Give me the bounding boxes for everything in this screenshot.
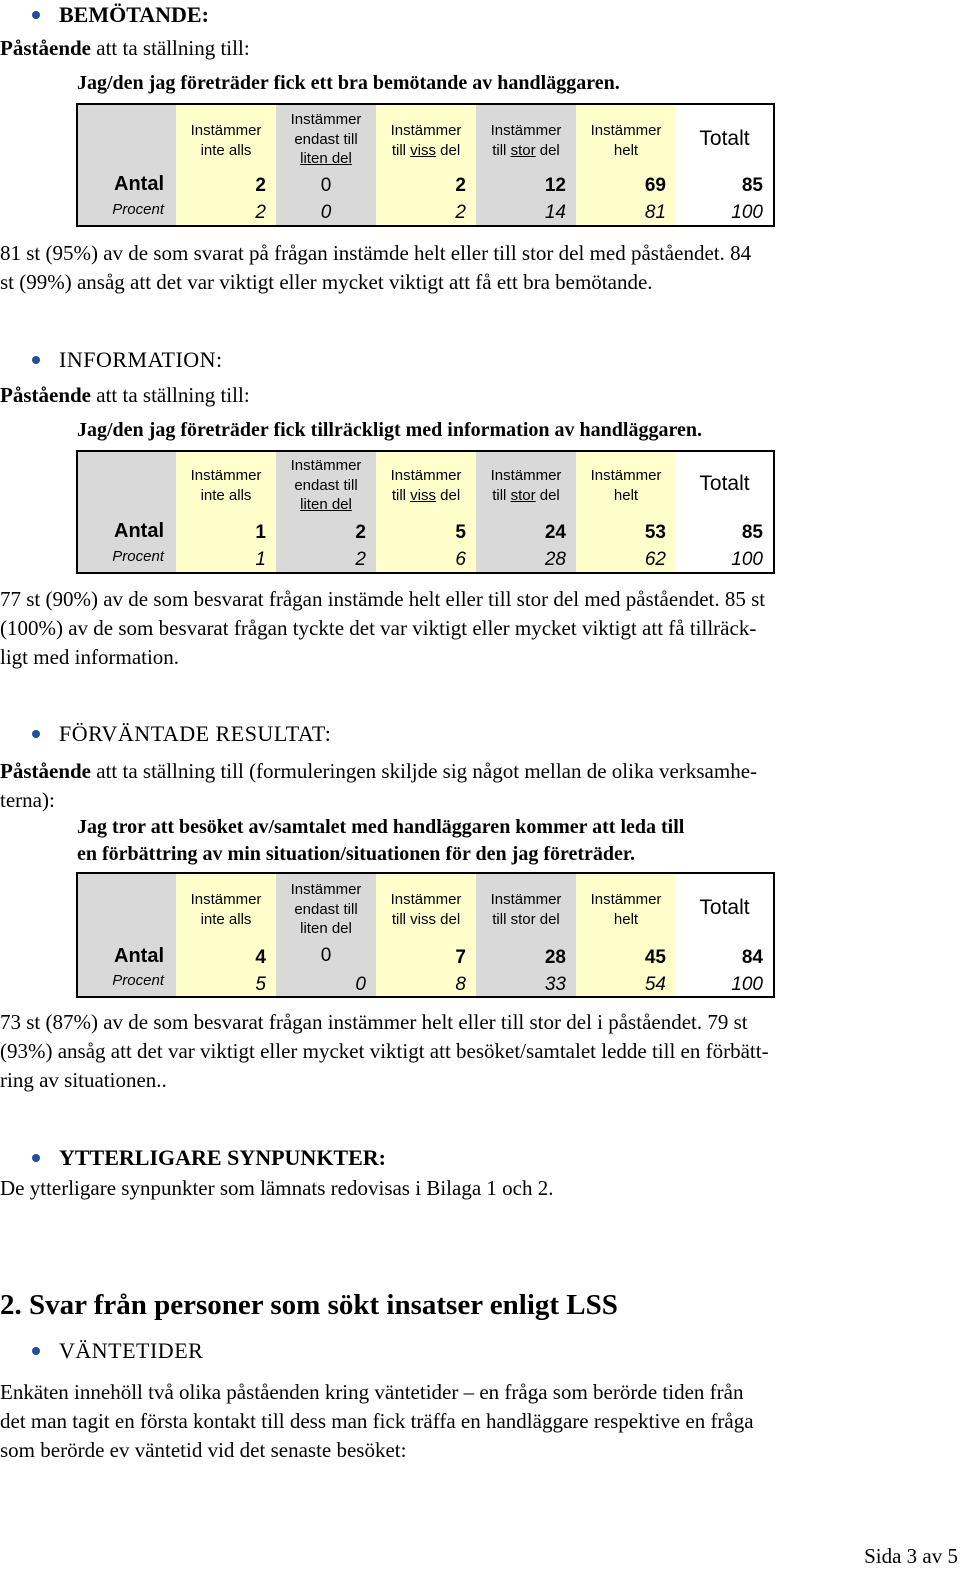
statement-line: Påstående att ta ställning till: [0,36,250,60]
procent-cell: 1 [255,549,266,570]
section-heading-forvantade-resultat: FÖRVÄNTADE RESULTAT: [32,721,331,747]
col-stor-del [476,874,576,996]
col-viss-del [376,452,476,572]
procent-cell: 81 [644,202,666,223]
antal-total-cell: 85 [741,522,763,543]
procent-cell: 2 [455,202,466,223]
section-heading-bemotande: BEMÖTANDE: [32,2,209,28]
col-header: Instämmer endast till liten del [290,111,362,167]
col-viss-del [376,105,476,225]
antal-total-cell: 84 [741,947,763,968]
row-label-procent: Procent [112,201,164,218]
col-liten-del [276,874,376,996]
col-inte-alls [176,874,276,996]
col-helt [576,874,676,996]
row-label-antal: Antal [114,173,164,195]
col-header: Instämmer helt [590,891,662,928]
result-paragraph: 77 st (90%) av de som besvarat frågan instämde helt eller till stor del med påståendet. 85 st (100%) av de som besvarat frågan tyckte det var viktigt eller mycket viktigt att få tillräck- ligt med information. [0,587,766,669]
antal-cell: 28 [544,947,566,968]
procent-cell: 6 [455,549,466,570]
col-viss-del [376,874,476,996]
bullet-icon [32,1154,40,1162]
statement-quote: Jag tror att besöket av/samtalet med handläggaren kommer att leda till en förbättring av min situation/situationen för den jag företräder. [77,816,685,865]
results-table-bemotande [76,103,775,227]
procent-total-cell: 100 [731,974,763,995]
procent-total-cell: 100 [731,549,763,570]
col-helt [576,105,676,225]
antal-cell: 2 [355,522,366,543]
vantetider-paragraph: Enkäten innehöll två olika påståenden kring väntetider – en fråga som berörde tiden från det man tagit en första kontakt till dess man fick träffa en handläggare respektive en fråga som berörde ev väntetid vid det senaste besöket: [0,1380,754,1462]
procent-cell: 33 [544,974,566,995]
antal-cell: 45 [644,947,666,968]
row-label-procent: Procent [112,972,164,989]
bullet-icon [32,1347,40,1355]
procent-cell: 54 [644,974,666,995]
col-inte-alls [176,105,276,225]
procent-cell: 0 [320,202,332,223]
col-stor-del [476,452,576,572]
col-header: Instämmer helt [590,467,662,504]
col-totalt [676,452,773,572]
col-header: Instämmer till stor del [490,891,562,928]
antal-cell: 4 [255,947,266,968]
col-inte-alls [176,452,276,572]
antal-cell: 12 [544,175,566,196]
row-label-antal: Antal [114,520,164,542]
antal-cell: 0 [320,945,332,966]
col-header: Instämmer till stor del [490,122,562,159]
synpunkter-text: De ytterligare synpunkter som lämnats redovisas i Bilaga 1 och 2. [0,1176,554,1200]
col-header: Instämmer inte alls [190,891,262,928]
antal-cell: 2 [455,175,466,196]
result-paragraph: 73 st (87%) av de som besvarat frågan instämmer helt eller till stor del i påståendet. 79 st (93%) ansåg att det var viktigt eller mycket viktigt att besöket/samtalet ledde till en förbätt- ring av situationen.. [0,1010,769,1092]
result-paragraph: 81 st (95%) av de som svarat på frågan instämde helt eller till stor del med påståendet. 84 st (99%) ansåg att det var viktigt eller mycket viktigt att få ett bra bemötande. [0,241,752,294]
antal-cell: 69 [644,175,666,196]
chapter-title: 2. Svar från personer som sökt insatser enligt LSS [0,1289,618,1321]
col-header-totalt: Totalt [699,896,750,919]
bullet-icon [32,11,40,19]
procent-cell: 62 [644,549,666,570]
col-header: Instämmer till viss del [390,122,462,159]
procent-cell: 14 [544,202,566,223]
procent-cell: 2 [355,549,366,570]
col-header: Instämmer inte alls [190,467,262,504]
col-header: Instämmer inte alls [190,122,262,159]
procent-cell: 8 [455,974,466,995]
col-header-totalt: Totalt [699,127,750,150]
page-number: Sida 3 av 5 [864,1544,958,1568]
section-heading-vantetider: VÄNTETIDER [32,1338,203,1364]
antal-cell: 1 [255,522,266,543]
col-stor-del [476,105,576,225]
col-liten-del [276,452,376,572]
col-header: Instämmer till viss del [390,891,462,928]
bullet-icon [32,356,40,364]
col-liten-del [276,105,376,225]
procent-cell: 0 [355,974,366,995]
antal-cell: 7 [455,947,466,968]
section-heading-ytterligare-synpunkter: YTTERLIGARE SYNPUNKTER: [32,1145,386,1171]
antal-total-cell: 85 [741,175,763,196]
section-heading-information: INFORMATION: [32,347,223,373]
col-helt [576,452,676,572]
statement-quote: Jag/den jag företräder fick tillräckligt med information av handläggaren. [77,419,702,441]
col-totalt [676,105,773,225]
col-header: Instämmer till viss del [390,467,462,504]
col-header: Instämmer helt [590,122,662,159]
procent-cell: 2 [255,202,266,223]
row-label-antal: Antal [114,945,164,967]
col-header: Instämmer endast till liten del [290,457,362,513]
antal-cell: 53 [644,522,666,543]
bullet-icon [32,730,40,738]
statement-line: Påstående att ta ställning till: [0,383,250,407]
results-table-information [76,450,775,574]
statement-quote: Jag/den jag företräder fick ett bra bemötande av handläggaren. [77,72,620,94]
col-totalt [676,874,773,996]
procent-cell: 5 [255,974,266,995]
results-table-forvantade-resultat [76,872,775,998]
procent-cell: 28 [544,549,566,570]
col-header: Instämmer till stor del [490,467,562,504]
row-label-procent: Procent [112,548,164,565]
col-header-totalt: Totalt [699,472,750,495]
procent-total-cell: 100 [731,202,763,223]
antal-cell: 0 [320,175,332,196]
antal-cell: 5 [455,522,466,543]
antal-cell: 2 [255,175,266,196]
col-header: Instämmer endast till liten del [290,881,362,937]
antal-cell: 24 [544,522,566,543]
statement-line: Påstående att ta ställning till (formuleringen skiljde sig något mellan de olika verksamhe- terna): [0,759,758,812]
